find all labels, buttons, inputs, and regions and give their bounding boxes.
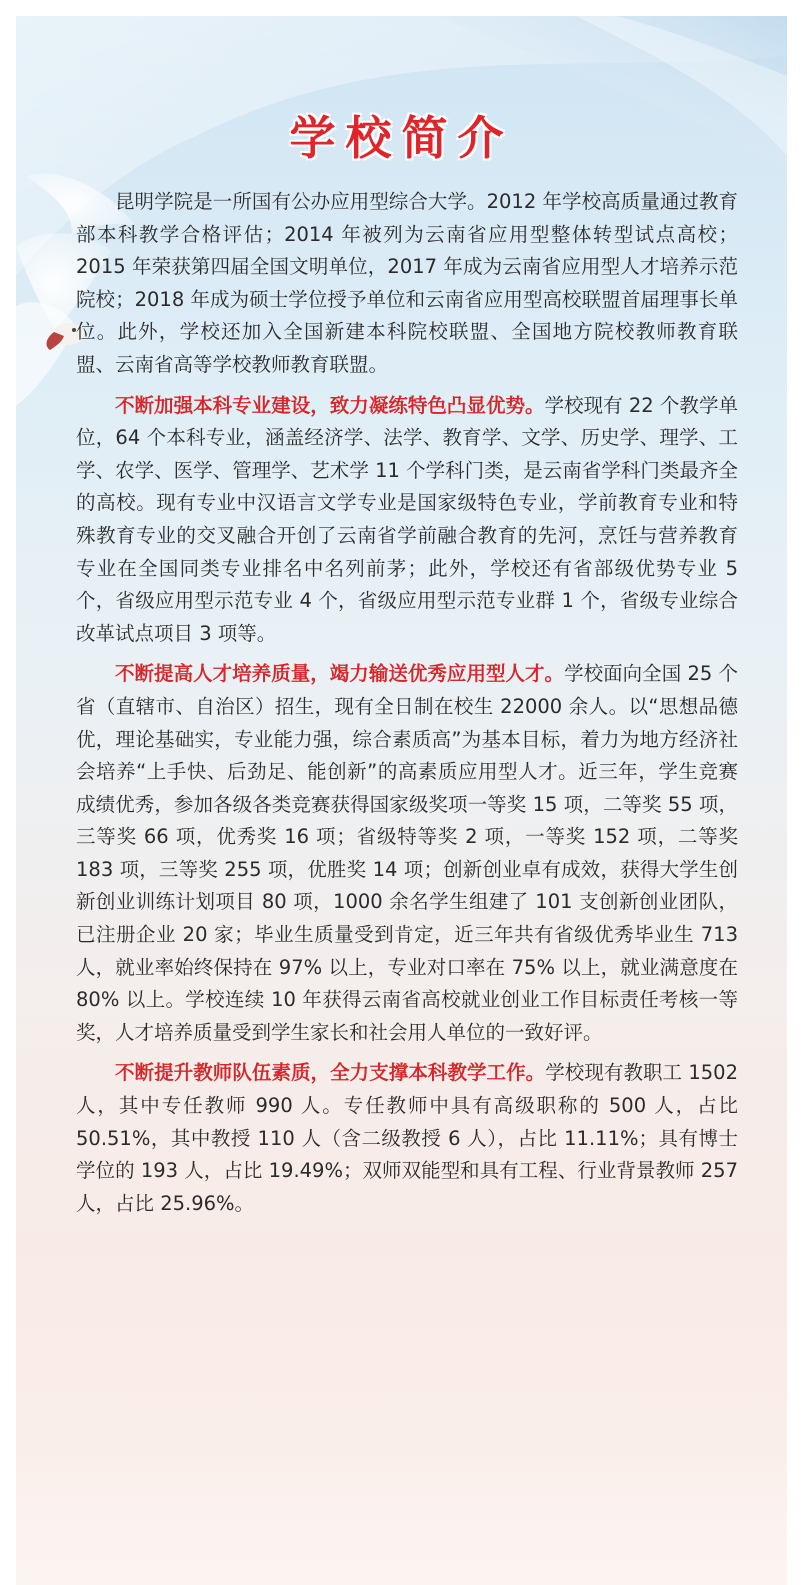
paragraph-text: 学校现有 22 个教学单位，64 个本科专业，涵盖经济学、法学、教育学、文学、历史学、理学、工学、农学、医学、管理学、艺术学 11 个学科门类，是云南省学科门类最齐全的高校。现有专业中汉语言文学专业是国家级特色专业，学前教育专业和特殊教育专业的交叉融合开创了云南省学前融合教育的先河，烹饪与营养教育专业在全国同类专业排名中名列前茅；此外，学校还有省部级优势专业 5 个，省级应用型示范专业 4 个，省级应用型示范专业群 1 个，省级专业综合改革试点项目 3 项等。 [76,393,738,645]
paragraph-lead: 不断提升教师队伍素质，全力支撑本科教学工作。 [115,1061,546,1085]
paragraph-intro [76,186,738,382]
paragraph-talent [76,658,738,1049]
bottom-fade-decoration [16,1465,787,1585]
paragraph-faculty [76,1057,738,1220]
school-intro-poster [16,16,787,1585]
paragraph-majors [76,390,738,651]
article-body [76,186,738,1220]
page-title: 学校简介 [289,111,514,165]
paragraph-lead: 不断加强本科专业建设，致力凝练特色凸显优势。 [115,393,545,417]
paragraph-text: 学校面向全国 25 个省（直辖市、自治区）招生，现有全日制在校生 22000 余人。以“思想品德优，理论基础实，专业能力强，综合素质高”为基本目标，着力为地方经济社会培养“上手快、后劲足、能创新”的高素质应用型人才。近三年，学生竞赛成绩优秀，参加各级各类竞赛获得国家级奖项一等奖 15 项，二等奖 55 项，三等奖 66 项，优秀奖 16 项；省级特等奖 2 项，一等奖 152 项，二等奖 183 项，三等奖 255 项，优胜奖 14 项；创新创业卓有成效，获得大学生创新创业训练计划项目 80 项，1000 余名学生组建了 101 支创新创业团队，已注册企业 20 家；毕业生质量受到肯定，近三年共有省级优秀毕业生 713 人，就业率始终保持在 97% 以上，专业对口率在 75% 以上，就业满意度在 80% 以上。学校连续 10 年获得云南省高校就业创业工作目标责任考核一等奖，人才培养质量受到学生家长和社会用人单位的一致好评。 [76,662,738,1044]
paragraph-lead: 不断提高人才培养质量，竭力输送优秀应用型人才。 [115,662,565,686]
paragraph-text: 学校现有教职工 1502 人，其中专任教师 990 人。专任教师中具有高级职称的 500 人，占比 50.51%，其中教授 110 人（含二级教授 6 人），占比 11.11%；具有博士学位的 193 人，占比 19.49%；双师双能型和具有工程、行业背景教师 257 人，占比 25.96%。 [76,1061,738,1215]
paragraph-text: 昆明学院是一所国有公办应用型综合大学。2012 年学校高质量通过教育部本科教学合格评估；2014 年被列为云南省应用型整体转型试点高校；2015 年荣获第四届全国文明单位，2017 年成为云南省应用型人才培养示范院校；2018 年成为硕士学位授予单位和云南省应用型高校联盟首届理事长单位。此外，学校还加入全国新建本科院校联盟、全国地方院校教师教育联盟、云南省高等学校教师教育联盟。 [76,190,738,376]
